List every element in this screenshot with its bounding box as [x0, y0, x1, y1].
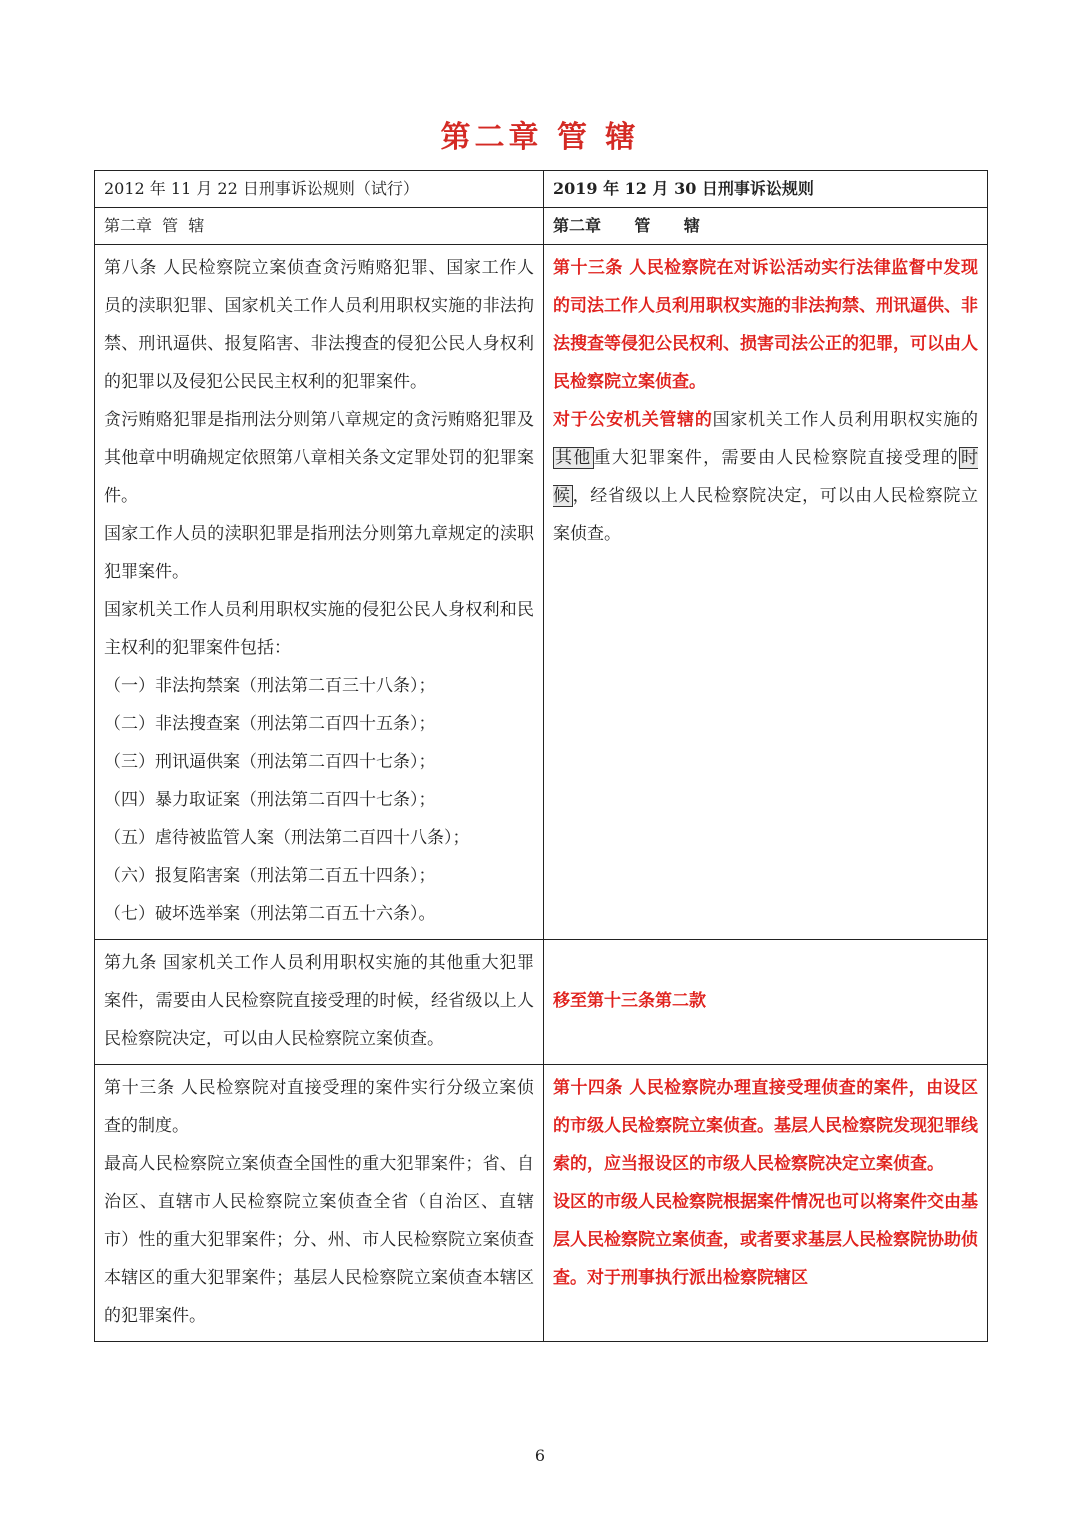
article-9-old — [95, 940, 544, 1065]
text: 重大犯罪案件，需要由人民检察院直接受理的 — [593, 448, 960, 468]
article-13-old — [95, 1065, 544, 1342]
list-item: （五）虐待被监管人案（刑法第二百四十八条）； — [104, 828, 470, 848]
paragraph-changed: 第十三条 人民检察院在对诉讼活动实行法律监督中发现的司法工作人员利用职权实施的非法拘禁、刑讯逼供、非法搜查等侵犯公民权利、损害司法公正的犯罪，可以由人民检察院立案侦查。 — [553, 258, 978, 392]
moved-note: 移至第十三条第二款 — [553, 991, 706, 1011]
page-title: 第二章 管 辖 — [440, 120, 640, 155]
paragraph-mixed — [553, 401, 978, 553]
text: ，经省级以上人民检察院决定，可以由人民检察院立案侦查。 — [553, 486, 979, 544]
paragraph-changed: 设区的市级人民检察院根据案件情况也可以将案件交由基层人民检察院立案侦查，或者要求基层人民检察院协助侦查。对于刑事执行派出检察院辖区 — [553, 1192, 978, 1288]
paragraph: 最高人民检察院立案侦查全国性的重大犯罪案件；省、自治区、直辖市人民检察院立案侦查全省（自治区、直辖市）性的重大犯罪案件；分、州、市人民检察院立案侦查本辖区的重大犯罪案件；基层人民检察院立案侦查本辖区的犯罪案件。 — [104, 1154, 534, 1326]
highlighted-text: 其他 — [555, 448, 592, 468]
paragraph: 第八条 人民检察院立案侦查贪污贿赂犯罪、国家工作人员的渎职犯罪、国家机关工作人员利用职权实施的非法拘禁、刑讯逼供、报复陷害、非法搜查的侵犯公民人身权利的犯罪以及侵犯公民民主权利的犯罪案件。 — [104, 258, 534, 392]
paragraph: 贪污贿赂犯罪是指刑法分则第八章规定的贪污贿赂犯罪及其他章中明确规定依照第八章相关条文定罪处罚的犯罪案件。 — [104, 410, 534, 506]
paragraph: 第九条 国家机关工作人员利用职权实施的其他重大犯罪案件，需要由人民检察院直接受理的时候，经省级以上人民检察院决定，可以由人民检察院立案侦查。 — [104, 953, 534, 1049]
article-13-new — [544, 245, 988, 940]
highlighted-text: 时候 — [553, 448, 979, 506]
list-item: （七）破坏选举案（刑法第二百五十六条）。 — [104, 904, 436, 924]
chapter-right: 第二章 管 辖 — [544, 208, 988, 245]
paragraph: 第十三条 人民检察院对直接受理的案件实行分级立案侦查的制度。 — [104, 1078, 534, 1136]
header-right: 2019 年 12 月 30 日刑事诉讼规则 — [544, 171, 988, 208]
list-item: （三）刑讯逼供案（刑法第二百四十七条）； — [104, 752, 436, 772]
article-14-new — [544, 1065, 988, 1342]
article-8-old — [95, 245, 544, 940]
paragraph: 国家工作人员的渎职犯罪是指刑法分则第九章规定的渎职犯罪案件。 — [104, 524, 534, 582]
list-item: （六）报复陷害案（刑法第二百五十四条）； — [104, 866, 436, 886]
table-header-row — [95, 171, 988, 208]
chapter-row — [95, 208, 988, 245]
table-row-article-8 — [95, 245, 988, 940]
list-item: （一）非法拘禁案（刑法第二百三十八条）； — [104, 676, 436, 696]
header-left: 2012 年 11 月 22 日刑事诉讼规则（试行） — [95, 171, 544, 208]
list-item: （二）非法搜查案（刑法第二百四十五条）； — [104, 714, 436, 734]
list-item: （四）暴力取证案（刑法第二百四十七条）； — [104, 790, 436, 810]
article-9-new — [544, 940, 988, 1065]
text: 国家机关工作人员利用职权实施的 — [712, 410, 979, 430]
chapter-left: 第二章 管 辖 — [95, 208, 544, 245]
paragraph-changed: 第十四条 人民检察院办理直接受理侦查的案件，由设区的市级人民检察院立案侦查。基层人民检察院发现犯罪线索的，应当报设区的市级人民检察院决定立案侦查。 — [553, 1078, 978, 1174]
paragraph: 国家机关工作人员利用职权实施的侵犯公民人身权利和民主权利的犯罪案件包括： — [104, 600, 534, 658]
table-row-article-9 — [95, 940, 988, 1065]
table-row-article-13 — [95, 1065, 988, 1342]
comparison-table — [94, 170, 988, 1342]
page-number: 6 — [534, 1446, 546, 1465]
changed-text: 对于公安机关管辖的 — [553, 410, 713, 430]
